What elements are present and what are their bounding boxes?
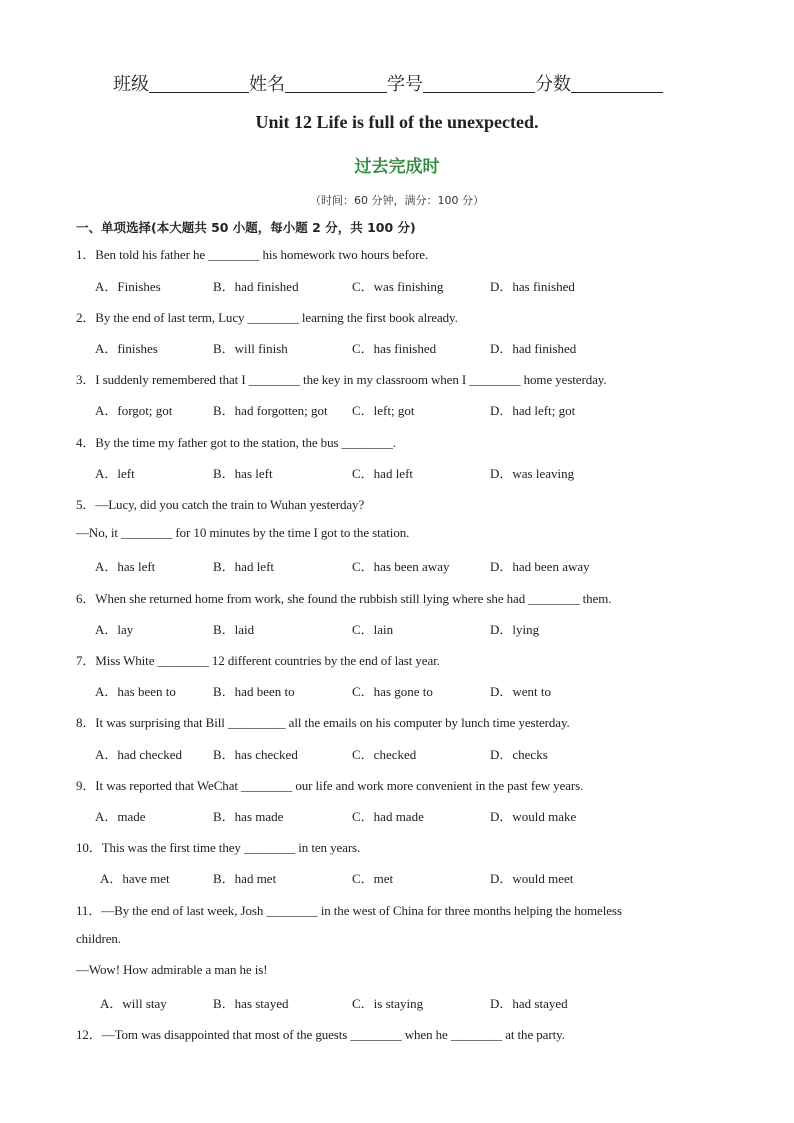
question-6: 6．When she returned home from work, she found the rubbish still lying where she had ________ them. — [76, 591, 612, 606]
name-label: 姓名 — [249, 74, 285, 94]
class-field — [113, 70, 249, 96]
q9-option-a[interactable]: A．made — [95, 809, 146, 824]
q8-option-a[interactable]: A．had checked — [95, 747, 182, 762]
q3-option-c[interactable]: C．left; got — [352, 403, 415, 418]
q7-option-c[interactable]: C．has gone to — [352, 684, 433, 699]
q11-option-c[interactable]: C．is staying — [352, 996, 424, 1011]
student-info-header — [113, 70, 683, 96]
question-10: 10．This was the first time they ________ in ten years. — [76, 840, 361, 855]
q8-option-b[interactable]: B．has checked — [213, 747, 298, 762]
q6-option-d[interactable]: D．lying — [490, 622, 540, 637]
q9-option-d[interactable]: D．would make — [490, 809, 577, 824]
q9-option-b[interactable]: B．has made — [213, 809, 284, 824]
q10-option-d[interactable]: D．would meet — [490, 871, 574, 886]
q11-option-d[interactable]: D．had stayed — [490, 996, 568, 1011]
q6-option-c[interactable]: C．lain — [352, 622, 394, 637]
class-blank[interactable] — [149, 74, 249, 93]
score-field — [535, 70, 663, 96]
q4-option-b[interactable]: B．has left — [213, 466, 273, 481]
q7-option-a[interactable]: A．has been to — [95, 684, 176, 699]
question-2: 2．By the end of last term, Lucy ________ learning the first book already. — [76, 310, 458, 325]
question-1: 1．Ben told his father he ________ his homework two hours before. — [76, 247, 429, 262]
q10-option-b[interactable]: B．had met — [213, 871, 277, 886]
q4-option-a[interactable]: A．left — [95, 466, 135, 481]
q8-option-c[interactable]: C．checked — [352, 747, 417, 762]
question-5-line-2: —No, it ________ for 10 minutes by the time I got to the station. — [76, 525, 410, 540]
score-blank[interactable] — [571, 74, 663, 93]
question-11-line-3: —Wow! How admirable a man he is! — [76, 962, 268, 977]
question-8: 8．It was surprising that Bill _________ all the emails on his computer by lunch time yesterday. — [76, 715, 570, 730]
page-subtitle: 过去完成时 — [354, 157, 440, 177]
q7-option-d[interactable]: D．went to — [490, 684, 552, 699]
id-blank[interactable] — [423, 74, 535, 93]
q10-option-c[interactable]: C．met — [352, 871, 394, 886]
q5-option-d[interactable]: D．had been away — [490, 559, 590, 574]
q2-option-a[interactable]: A．finishes — [95, 341, 158, 356]
name-blank[interactable] — [285, 74, 387, 93]
q4-option-d[interactable]: D．was leaving — [490, 466, 575, 481]
q2-option-c[interactable]: C．has finished — [352, 341, 437, 356]
q6-option-a[interactable]: A．lay — [95, 622, 134, 637]
q7-option-b[interactable]: B．had been to — [213, 684, 295, 699]
q1-option-c[interactable]: C．was finishing — [352, 279, 444, 294]
id-label: 学号 — [387, 74, 423, 94]
q10-option-a[interactable]: A．have met — [100, 871, 170, 886]
question-7: 7．Miss White ________ 12 different countries by the end of last year. — [76, 653, 440, 668]
q2-option-b[interactable]: B．will finish — [213, 341, 288, 356]
q1-option-a[interactable]: A．Finishes — [95, 279, 161, 294]
time-info: （时间：60 分钟，满分：100 分） — [310, 194, 484, 207]
q2-option-d[interactable]: D．had finished — [490, 341, 577, 356]
section-heading: 一、单项选择(本大题共 50 小题，每小题 2 分，共 100 分) — [76, 220, 416, 235]
q11-option-b[interactable]: B．has stayed — [213, 996, 289, 1011]
question-11-line-2: children. — [76, 931, 121, 946]
score-label: 分数 — [535, 74, 571, 94]
question-11: 11．—By the end of last week, Josh ________ in the west of China for three months helping the homeless — [76, 903, 622, 918]
q5-option-a[interactable]: A．has left — [95, 559, 156, 574]
question-4: 4．By the time my father got to the station, the bus ________. — [76, 435, 396, 450]
q3-option-a[interactable]: A．forgot; got — [95, 403, 173, 418]
q5-option-c[interactable]: C．has been away — [352, 559, 450, 574]
q8-option-d[interactable]: D．checks — [490, 747, 548, 762]
q3-option-d[interactable]: D．had left; got — [490, 403, 576, 418]
q11-option-a[interactable]: A．will stay — [100, 996, 167, 1011]
name-field — [249, 70, 387, 96]
q1-option-b[interactable]: B．had finished — [213, 279, 299, 294]
question-12: 12．—Tom was disappointed that most of the guests ________ when he ________ at the party. — [76, 1027, 565, 1042]
question-5: 5．—Lucy, did you catch the train to Wuhan yesterday? — [76, 497, 365, 512]
id-field — [387, 70, 535, 96]
q9-option-c[interactable]: C．had made — [352, 809, 424, 824]
q6-option-b[interactable]: B．laid — [213, 622, 255, 637]
page-title: Unit 12 Life is full of the unexpected. — [255, 112, 539, 132]
class-label: 班级 — [113, 74, 149, 94]
question-9: 9．It was reported that WeChat ________ our life and work more convenient in the past few years. — [76, 778, 584, 793]
q3-option-b[interactable]: B．had forgotten; got — [213, 403, 328, 418]
q5-option-b[interactable]: B．had left — [213, 559, 275, 574]
question-3: 3．I suddenly remembered that I ________ the key in my classroom when I ________ home yesterday. — [76, 372, 607, 387]
q1-option-d[interactable]: D．has finished — [490, 279, 575, 294]
q4-option-c[interactable]: C．had left — [352, 466, 414, 481]
